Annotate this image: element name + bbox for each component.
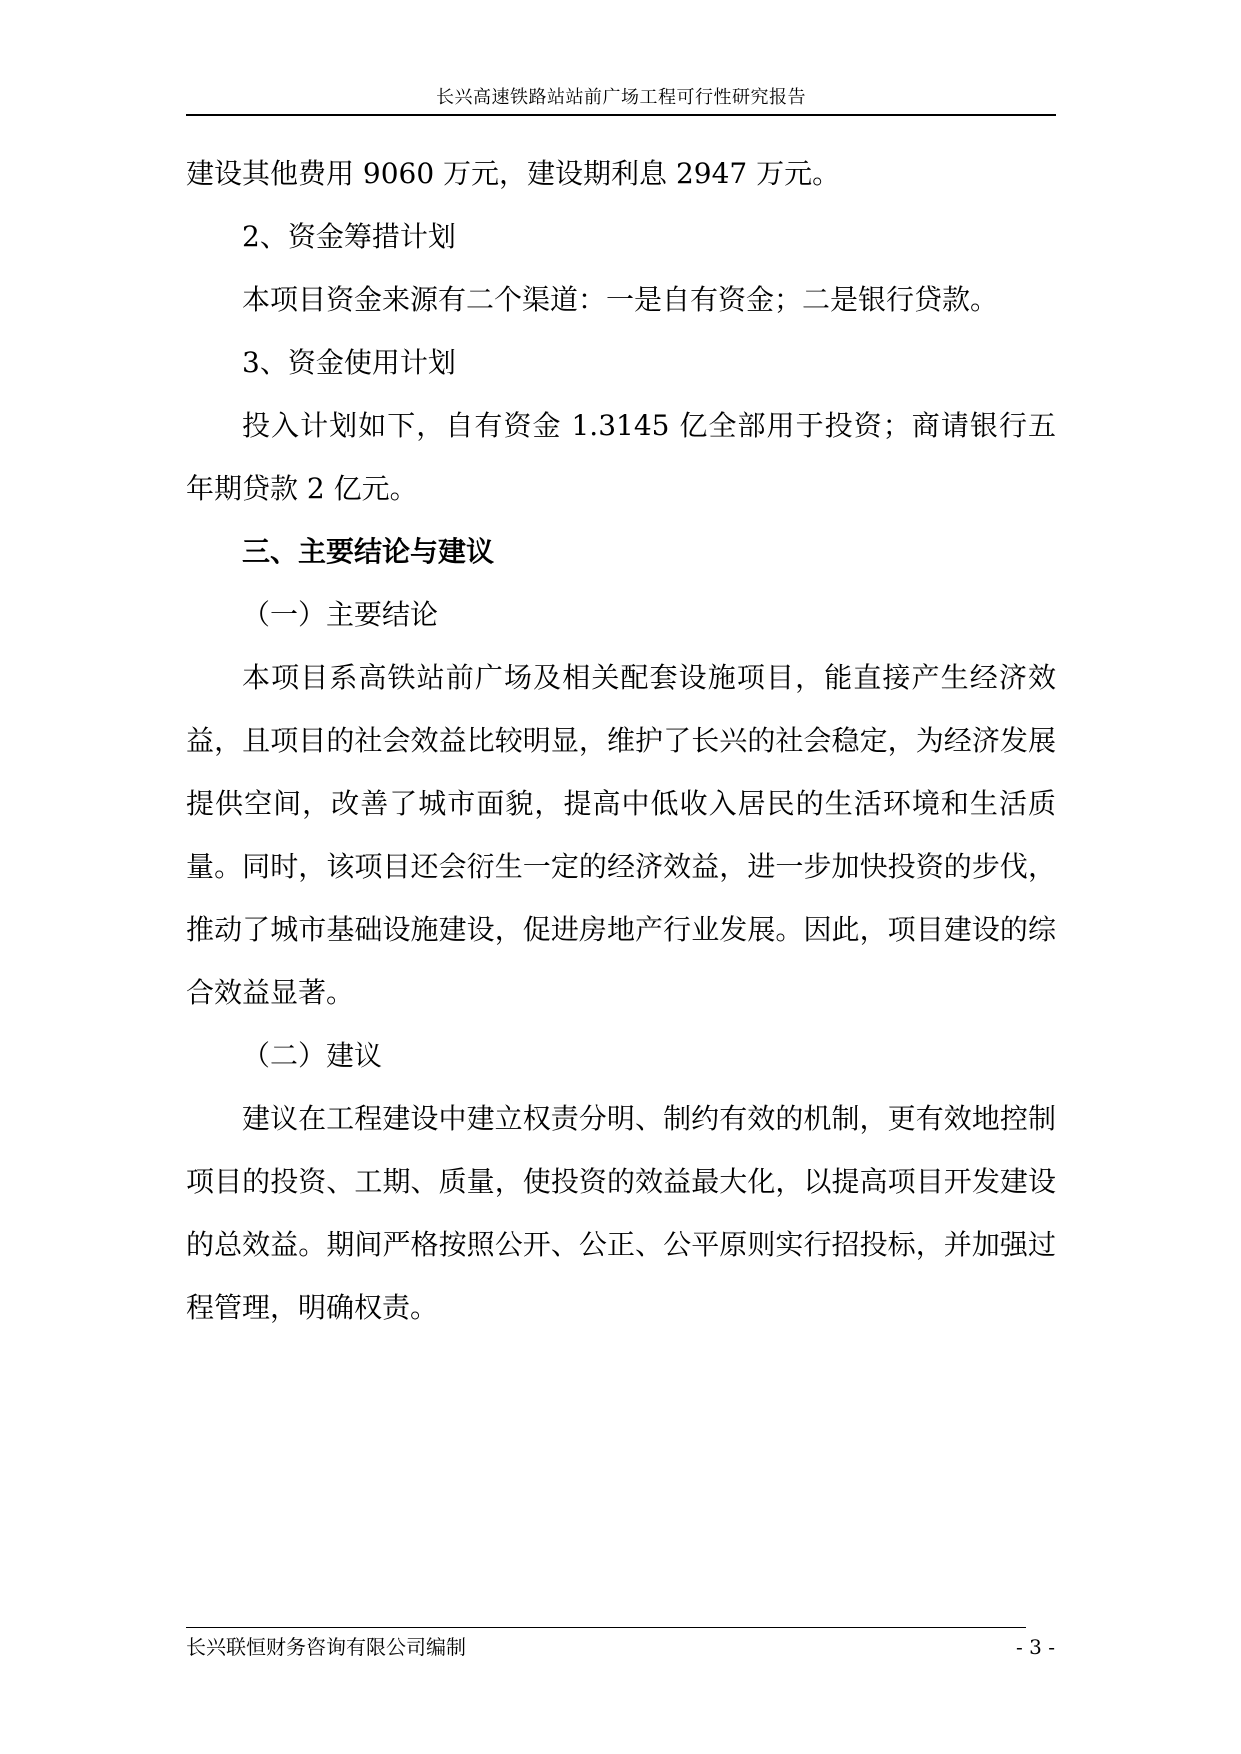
paragraph-suggestions: 建议在工程建设中建立权责分明、制约有效的机制，更有效地控制项目的投资、工期、质量，使投资的效益最大化，以提高项目开发建设的总效益。期间严格按照公开、公正、公平原则实行招投标，并加强过程管理，明确权责。 — [186, 1102, 1056, 1324]
paragraph-investment-plan: 投入计划如下，自有资金 1.3145 亿全部用于投资；商请银行五年期贷款 2 亿元。 — [186, 409, 1056, 505]
running-header-title: 长兴高速铁路站站前广场工程可行性研究报告 — [436, 87, 806, 108]
subheading-main-conclusions: （一）主要结论 — [242, 598, 439, 631]
subheading-usage-plan: 3、资金使用计划 — [242, 346, 456, 379]
document-body — [186, 142, 1056, 1339]
subheading-funding-plan: 2、资金筹措计划 — [242, 220, 456, 253]
footer-divider — [186, 1627, 1026, 1628]
subheading-suggestions: （二）建议 — [242, 1039, 383, 1072]
footer-company: 长兴联恒财务咨询有限公司编制 — [186, 1635, 466, 1659]
footer-page-number: - 3 - — [1016, 1635, 1055, 1659]
paragraph-funding-sources: 本项目资金来源有二个渠道：一是自有资金；二是银行贷款。 — [242, 283, 999, 316]
header-divider — [186, 114, 1056, 116]
section-heading-conclusions: 三、主要结论与建议 — [242, 535, 495, 568]
paragraph-conclusions: 本项目系高铁站前广场及相关配套设施项目，能直接产生经济效益，且项目的社会效益比较明显，维护了长兴的社会稳定，为经济发展提供空间，改善了城市面貌，提高中低收入居民的生活环境和生活质量。同时，该项目还会衍生一定的经济效益，进一步加快投资的步伐，推动了城市基础设施建设，促进房地产行业发展。因此，项目建设的综合效益显著。 — [186, 661, 1056, 1009]
paragraph-other-costs: 建设其他费用 9060 万元，建设期利息 2947 万元。 — [186, 157, 841, 190]
